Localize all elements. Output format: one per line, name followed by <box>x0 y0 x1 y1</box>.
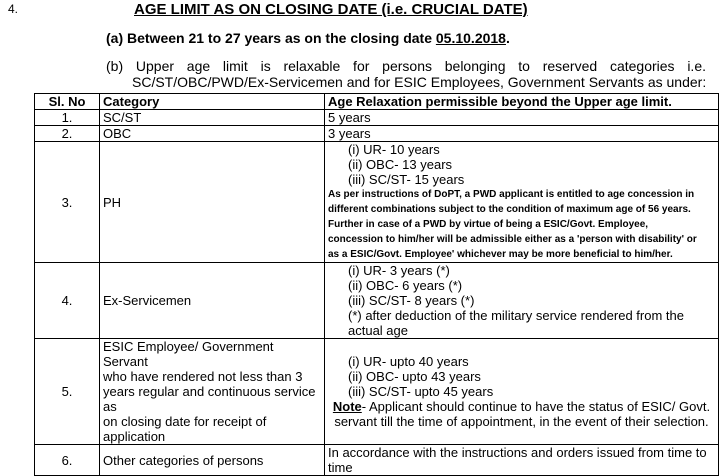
point-b-line2: SC/ST/OBC/PWD/Ex-Servicemen and for ESIC Employees, Government Servants as under: <box>132 74 707 90</box>
relaxation-item: (ii) OBC- 6 years (*) <box>348 278 463 293</box>
table-row <box>35 110 719 126</box>
table-row <box>35 339 719 445</box>
point-a-suffix: . <box>505 30 510 46</box>
row-relaxation <box>325 142 719 263</box>
relaxation-item: (i) UR- 3 years (*) <box>348 263 450 278</box>
esic-note <box>328 399 715 414</box>
row-slno: 2. <box>35 126 100 142</box>
category-line: on closing date for receipt of application <box>103 414 267 444</box>
pwd-note-line: different combinations subject to the condition of maximum age of 56 years. <box>328 204 691 215</box>
header-relaxation: Age Relaxation permissible beyond the Upper age limit. <box>325 94 719 110</box>
relaxation-item: (ii) OBC- 13 years <box>348 157 453 172</box>
table-row <box>35 126 719 142</box>
category-line: who have rendered not less than 3 <box>103 369 303 384</box>
table-row <box>35 263 719 339</box>
row-category: Ex-Servicemen <box>100 263 325 339</box>
row-slno: 4. <box>35 263 100 339</box>
esic-note-line: servant till the time of appointment, in the event of their selection. <box>334 414 709 429</box>
row-category <box>100 339 325 445</box>
relaxation-item: (i) UR- 10 years <box>348 142 440 157</box>
row-relaxation: 3 years <box>325 126 719 142</box>
section-title: AGE LIMIT AS ON CLOSING DATE (i.e. CRUCIAL DATE) <box>134 1 528 18</box>
relaxation-item: (iii) SC/ST- 8 years (*) <box>348 293 475 308</box>
table-row <box>35 142 719 263</box>
pwd-note-line: Further in case of a PWD by virtue of being a ESIC/Govt. Employee, <box>328 219 649 230</box>
table-header-row <box>35 94 719 110</box>
pwd-note-line: As per instructions of DoPT, a PWD applicant is entitled to age concession in <box>328 189 695 200</box>
row-category: OBC <box>100 126 325 142</box>
row-relaxation <box>325 339 719 445</box>
pwd-note-line: concession to him/her will be admissible either as a 'person with disability' or <box>328 234 697 245</box>
row-relaxation: 5 years <box>325 110 719 126</box>
category-line: ESIC Employee/ Government Servant <box>103 339 274 369</box>
relaxation-item: (iii) SC/ST- 15 years <box>348 172 465 187</box>
pwd-note-line: as a ESIC/Govt. Employee' whichever may be more beneficial to him/her. <box>328 249 673 260</box>
row-slno: 6. <box>35 445 100 476</box>
point-a <box>106 30 510 46</box>
row-category: PH <box>100 142 325 263</box>
table-row <box>35 445 719 476</box>
row-relaxation: In accordance with the instructions and orders issued from time to time <box>325 445 719 476</box>
point-b-line1: (b) Upper age limit is relaxable for persons belonging to reserved categories i.e. <box>106 58 706 74</box>
row-category: Other categories of persons <box>100 445 325 476</box>
note-text: - Applicant should continue to have the status of ESIC/ Govt. <box>361 399 711 414</box>
age-relaxation-table <box>34 93 719 476</box>
row-slno: 1. <box>35 110 100 126</box>
category-line: years regular and continuous service as <box>103 384 316 414</box>
relaxation-item: (ii) OBC- upto 43 years <box>348 369 481 384</box>
header-category: Category <box>100 94 325 110</box>
header-slno: Sl. No <box>35 94 100 110</box>
row-slno: 5. <box>35 339 100 445</box>
point-a-text: (a) Between 21 to 27 years as on the closing date <box>106 30 436 46</box>
relaxation-item: (iii) SC/ST- upto 45 years <box>348 384 494 399</box>
row-relaxation <box>325 263 719 339</box>
row-category: SC/ST <box>100 110 325 126</box>
row-slno: 3. <box>35 142 100 263</box>
relaxation-item: (i) UR- upto 40 years <box>348 354 469 369</box>
closing-date: 05.10.2018 <box>435 30 506 46</box>
ex-servicemen-footnote: (*) after deduction of the military service rendered from the actual age <box>348 308 684 338</box>
section-number: 4. <box>8 2 19 16</box>
note-label: Note <box>332 399 362 414</box>
